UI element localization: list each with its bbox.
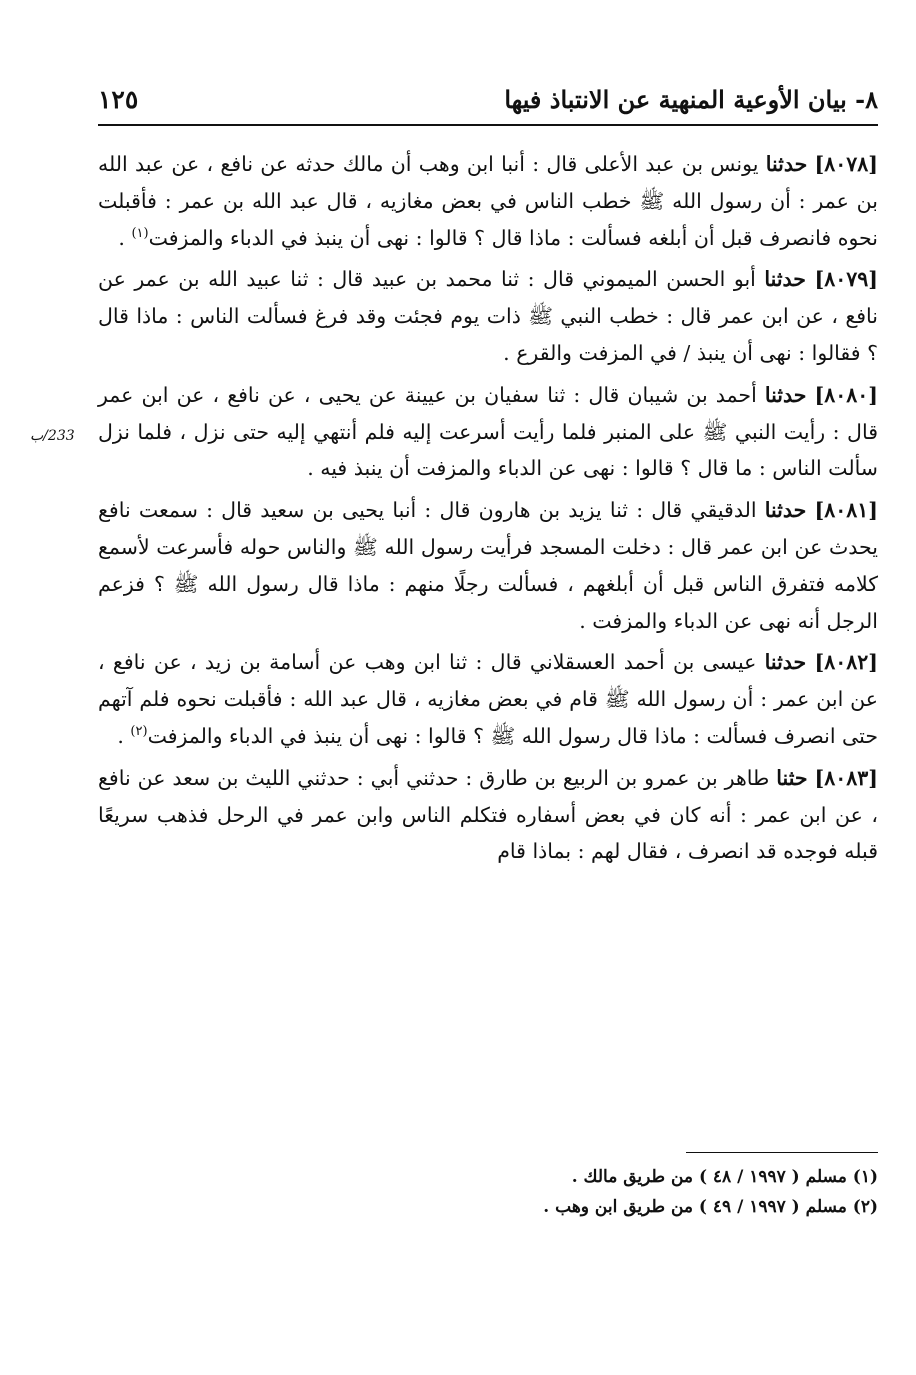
hadith-verb: حدثنا <box>764 498 807 523</box>
main-text <box>98 146 878 875</box>
manuscript-folio-note: 233/ب <box>30 428 75 444</box>
footnote-1: (١) مسلم ( ١٩٩٧ / ٤٨ ) من طريق مالك . <box>571 1167 878 1187</box>
footnotes <box>98 1162 878 1222</box>
hadith-number: [٨٠٨٢] <box>814 650 878 675</box>
hadith-8081 <box>98 492 878 639</box>
chapter-title: ٨- بيان الأوعية المنهية عن الانتباذ فيها <box>504 85 878 114</box>
hadith-8079 <box>98 261 878 371</box>
hadith-verb: حثنا <box>776 765 808 790</box>
hadith-number: [٨٠٨٠] <box>814 382 878 407</box>
hadith-tail: . <box>118 225 132 250</box>
hadith-8083 <box>98 760 878 870</box>
page-number: ١٢٥ <box>98 85 139 114</box>
hadith-8080 <box>98 377 878 487</box>
header-divider <box>98 124 878 126</box>
hadith-text: عيسى بن أحمد العسقلاني قال : ثنا ابن وهب عن أسامة بن زيد ، عن نافع ، عن ابن عمر : أن رسول الله ﷺ قام في بعض مغازيه ، قال عبد الله : فأقبلت نحوه فلم آتهم حتى انصرف فسألت : ماذا قال رسول الله ﷺ ؟ قالوا : نهى أن ينبذ في الدباء والمزفت <box>98 650 878 748</box>
hadith-text: طاهر بن عمرو بن الربيع بن طارق : حدثني أبي : حدثني الليث بن سعد عن نافع ، عن ابن عمر : أنه كان في بعض أسفاره فتكلم الناس وابن عمر في الرحل فذهب سريعًا قبله فوجده قد انصرف ، فقال لهم : بماذا قام <box>98 765 878 864</box>
hadith-text: أحمد بن شيبان قال : ثنا سفيان بن عيينة عن يحيى ، عن نافع ، عن ابن عمر قال : رأيت النبي ﷺ على المنبر فلما رأيت أسرعت إليه فلم أنتهي إليه حتى نزل ، فلما نزل سألت الناس : ما قال ؟ قالوا : نهى عن الدباء والمزفت أن ينبذ فيه . <box>98 382 878 481</box>
hadith-8082 <box>98 644 878 754</box>
hadith-text: أبو الحسن الميموني قال : ثنا محمد بن عبيد قال : ثنا عبيد الله بن عمر عن نافع ، عن ابن عمر قال : خطب النبي ﷺ ذات يوم فجئت وقد فرغ فسألت الناس : ماذا قال ؟ فقالوا : نهى أن ينبذ / في المزفت والقرع . <box>98 267 878 365</box>
page-header <box>98 68 878 114</box>
hadith-verb: حدثنا <box>764 382 807 407</box>
hadith-text: يونس بن عبد الأعلى قال : أنبا ابن وهب أن مالك حدثه عن نافع ، عن عبد الله بن عمر : أن رسول الله ﷺ خطب الناس في بعض مغازيه ، قال عبد الله بن عمر : فأقبلت نحوه فانصرف قبل أن أبلغه فسألت : ماذا قال ؟ قالوا : نهى أن ينبذ في الدباء والمزفت <box>98 152 878 250</box>
hadith-verb: حدثنا <box>764 650 807 675</box>
hadith-number: [٨٠٨٣] <box>814 765 878 790</box>
footnote-2: (٢) مسلم ( ١٩٩٧ / ٤٩ ) من طريق ابن وهب . <box>543 1197 878 1217</box>
hadith-number: [٨٠٧٩] <box>814 267 878 292</box>
hadith-verb: حدثنا <box>764 267 806 292</box>
hadith-8078 <box>98 146 878 256</box>
footnote-ref[interactable]: (٢) <box>130 724 148 740</box>
footnote-divider <box>686 1152 878 1153</box>
footnote-ref[interactable]: (١) <box>131 225 149 241</box>
hadith-number: [٨٠٧٨] <box>814 152 878 176</box>
hadith-number: [٨٠٨١] <box>814 498 878 523</box>
hadith-tail: . <box>117 723 131 748</box>
hadith-verb: حدثنا <box>765 152 808 176</box>
hadith-text: الدقيقي قال : ثنا يزيد بن هارون قال : أنبا يحيى بن سعيد قال : سمعت نافع يحدث عن ابن عمر قال : دخلت المسجد فرأيت رسول الله ﷺ والناس حوله فأسرعت لأسمع كلامه فتفرق الناس قبل أن أبلغهم ، فسألت رجلًا منهم : ماذا قال رسول الله ﷺ ؟ فزعم الرجل أنه نهى عن الدباء والمزفت . <box>98 498 878 633</box>
